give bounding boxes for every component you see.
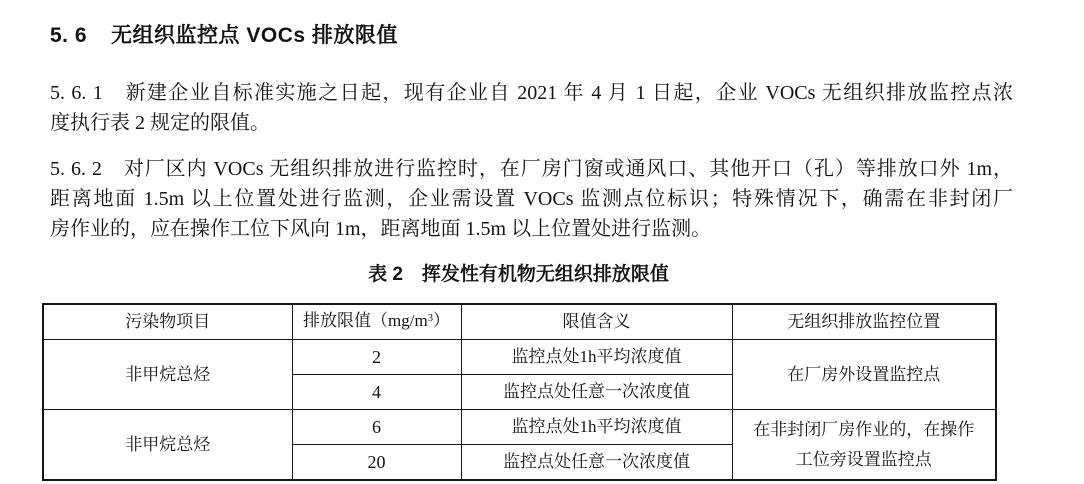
section-heading — [50, 22, 1084, 50]
clause-5-6-1 — [50, 78, 1013, 138]
table-caption: 表 2 挥发性有机物无组织排放限值 — [368, 264, 669, 285]
limit-meaning-cell: 监控点处任意一次浓度值 — [461, 375, 732, 410]
limit-value-cell: 6 — [292, 410, 461, 445]
clause-line: 房作业的，应在操作工位下风向 1m，距离地面 1.5m 以上位置处进行监测。 — [50, 218, 712, 240]
clause-line: 度执行表 2 规定的限值。 — [50, 112, 270, 134]
limit-meaning-cell: 监控点处1h平均浓度值 — [461, 340, 732, 375]
limit-value-cell: 4 — [292, 375, 461, 410]
emission-limits-table — [42, 303, 997, 481]
limit-value-cell: 20 — [292, 445, 461, 481]
clause-line: 5. 6. 2 对厂区内 VOCs 无组织排放进行监控时，在厂房门窗或通风口、其他开口（孔）等排放口外 1m， — [50, 158, 1013, 180]
limit-value-cell: 2 — [292, 340, 461, 375]
clause-line: 5. 6. 1 新建企业自标准实施之日起，现有企业自 2021 年 4 月 1 日起，企业 VOCs 无组织排放监控点浓 — [50, 82, 1013, 104]
limit-meaning-cell: 监控点处任意一次浓度值 — [461, 445, 732, 481]
pollutant-cell: 非甲烷总烃 — [43, 410, 292, 481]
col-header-limit — [292, 304, 461, 340]
clause-5-6-2 — [50, 154, 1013, 244]
section-number: 5. 6 — [50, 24, 88, 47]
col-header-meaning: 限值含义 — [461, 304, 732, 340]
clause-line: 距离地面 1.5m 以上位置处进行监测，企业需设置 VOCs 监测点位标识；特殊情况下，确需在非封闭厂 — [50, 188, 1013, 210]
col-header-pollutant: 污染物项目 — [43, 304, 292, 340]
col-header-location: 无组织排放监控位置 — [732, 304, 996, 340]
limit-header-close-paren: ） — [432, 310, 450, 330]
limit-meaning-cell: 监控点处1h平均浓度值 — [461, 410, 732, 445]
limit-header-text: 排放限值（mg/m — [303, 310, 428, 330]
table-row — [43, 340, 996, 375]
table-header-row — [43, 304, 996, 340]
monitoring-location-cell: 在厂房外设置监控点 — [732, 340, 996, 410]
monitoring-location-cell: 在非封闭厂房作业的，在操作工位旁设置监控点 — [732, 410, 996, 481]
table-row — [43, 410, 996, 445]
pollutant-cell: 非甲烷总烃 — [43, 340, 292, 410]
section-title: 无组织监控点 VOCs 排放限值 — [111, 24, 398, 47]
limit-header-superscript: 3 — [427, 312, 433, 324]
